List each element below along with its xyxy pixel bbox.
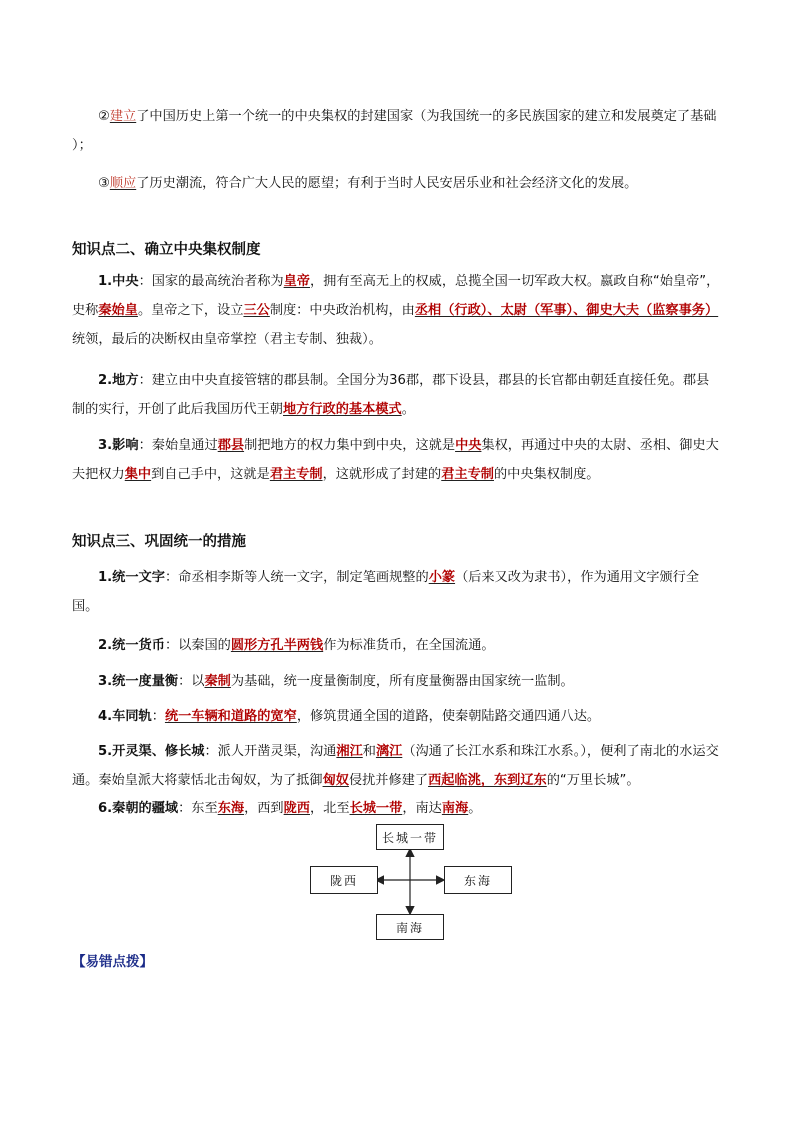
text: 。	[468, 801, 482, 816]
answer-term: 陇西	[283, 801, 310, 816]
text: ：派人开凿灵渠，沟通	[204, 744, 337, 759]
text: ：命丞相李斯等人统一文字，制定笔画规整的	[164, 570, 429, 585]
point-label: 3.影响	[98, 438, 139, 453]
circled-number: ③	[98, 176, 110, 191]
text: 。	[401, 402, 415, 417]
text: ：东至	[178, 801, 218, 816]
text: ，拥有至高无上的权威，总揽全国一切军政大权。嬴政自称“始皇帝”，史称	[72, 274, 720, 318]
text: 的中央集权制度。	[494, 467, 600, 482]
point-label: 1.统一文字	[98, 570, 165, 585]
section-heading-3: 知识点三、巩固统一的措施	[72, 534, 246, 550]
highlight-term: 顺应	[109, 176, 137, 191]
box-east: 东海	[444, 866, 512, 894]
answer-term: 秦始皇	[98, 303, 138, 318]
text: 制把地方的权力集中到中央，这就是	[244, 438, 456, 453]
answer-term: 三公	[243, 303, 270, 318]
text: （后来又改为隶书），作为通用文字颁行全国。	[72, 570, 700, 614]
answer-term: 丞相（行政）、太尉（军事）、御史大夫（监察事务）	[414, 303, 719, 318]
point-label: 2.地方	[98, 373, 139, 388]
text: ：以秦国的	[164, 638, 231, 653]
box-north: 长城一带	[376, 824, 444, 850]
error-tip-heading: 【易错点拨】	[72, 954, 153, 970]
paragraph-text: 了历史潮流，符合广大人民的愿望；有利于当时人民安居乐业和社会经济文化的发展。	[136, 176, 638, 191]
answer-term: 中央	[455, 438, 482, 453]
point-label: 4.车同轨	[98, 709, 152, 724]
text: （沟通了长江水系和珠江水系。），便利了南北的水运交通。秦始皇派大将蒙恬北击匈奴，为了抵御	[72, 744, 719, 788]
text: 为基础，统一度量衡制度，所有度量衡器由国家统一监制。	[230, 674, 574, 689]
answer-term: 集中	[124, 467, 152, 482]
text: ：建立由中央直接管辖的郡县制。全国分为36郡，郡下设县，郡县的长官都由朝廷直接任免。郡县制的实行，开创了此后我国历代王朝	[72, 373, 710, 417]
text: ：	[151, 709, 165, 724]
answer-term: 地方行政的基本模式	[283, 402, 402, 417]
answer-term: 漓江	[375, 744, 403, 759]
point-label: 5.开灵渠、修长城	[98, 744, 205, 759]
answer-term: 圆形方孔半两钱	[230, 638, 324, 653]
circled-number: ②	[98, 109, 110, 124]
point-label: 1.中央	[98, 274, 139, 289]
text: ，修筑贯通全国的道路，使秦朝陆路交通四通八达。	[296, 709, 601, 724]
text: ，北至	[310, 801, 350, 816]
text: ：以	[178, 674, 205, 689]
text: 。皇帝之下，设立	[137, 303, 244, 318]
answer-term: 君主专制	[269, 467, 323, 482]
text: ：秦始皇通过	[138, 438, 218, 453]
answer-term: 皇帝	[283, 274, 310, 289]
section-heading-2: 知识点二、确立中央集权制度	[72, 242, 261, 258]
paragraph-text: 了中国历史上第一个统一的中央集权的封建国家（为我国统一的多民族国家的建立和发展奠定了基础 ）；	[72, 109, 717, 153]
text: 侵扰并修建了	[348, 773, 429, 788]
text: ，这就形成了封建的	[322, 467, 442, 482]
answer-term: 秦制	[204, 674, 231, 689]
text: 制度：中央政治机构，由	[269, 303, 415, 318]
text: ：国家的最高统治者称为	[138, 274, 284, 289]
answer-term: 君主专制	[441, 467, 494, 482]
text: ，西到	[244, 801, 284, 816]
text: 集权，再通过中央的太尉、丞相、御史大夫把权力	[72, 438, 719, 482]
answer-term: 小篆	[428, 570, 456, 585]
text: 的“万里长城”。	[546, 773, 640, 788]
answer-term: 统一车辆和道路的宽窄	[164, 709, 297, 724]
point-label: 2.统一货币	[98, 638, 165, 653]
text: 作为标准货币，在全国流通。	[323, 638, 495, 653]
answer-term: 匈奴	[322, 773, 349, 788]
point-label: 6.秦朝的疆域	[98, 801, 179, 816]
highlight-term: 建立	[109, 109, 137, 124]
answer-term: 长城一带	[349, 801, 403, 816]
answer-term: 东海	[217, 801, 245, 816]
text: 统领，最后的决断权由皇帝掌控（君主专制、独裁）。	[72, 332, 382, 347]
answer-term: 南海	[441, 801, 469, 816]
text: 到自己手中，这就是	[151, 467, 270, 482]
point-label: 3.统一度量衡	[98, 674, 179, 689]
box-south: 南海	[376, 914, 444, 940]
answer-term: 郡县	[217, 438, 245, 453]
text: ，南达	[402, 801, 442, 816]
answer-term: 西起临洮，东到辽东	[428, 773, 547, 788]
text: 和	[362, 744, 376, 759]
answer-term: 湘江	[336, 744, 363, 759]
box-west: 陇西	[310, 866, 378, 894]
